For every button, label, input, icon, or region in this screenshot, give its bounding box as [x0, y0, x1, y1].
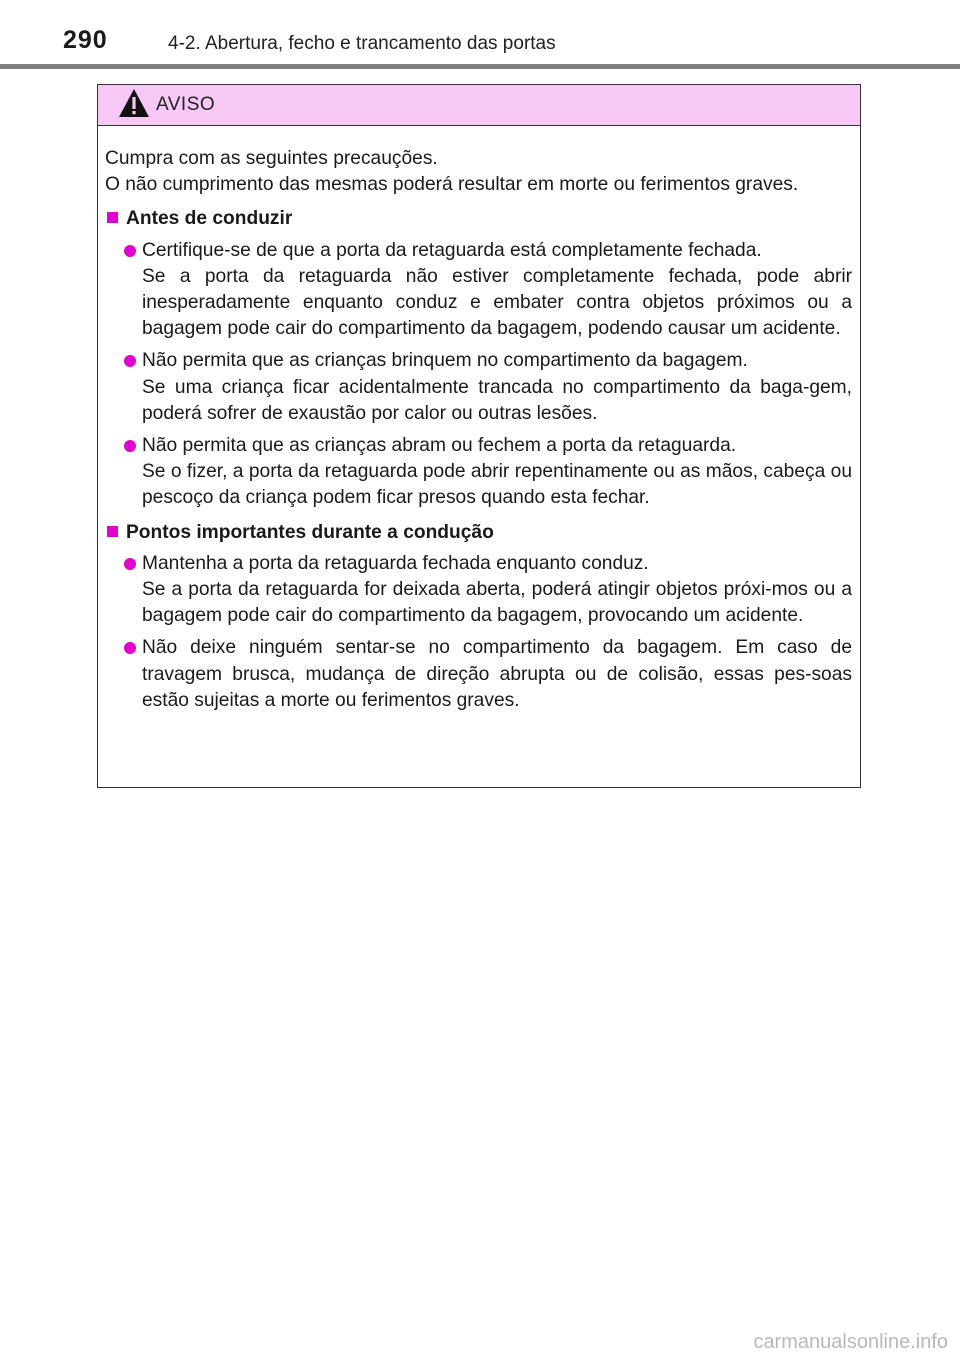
item-line: Se a porta da retaguarda não estiver completamente fechada, pode abrir inesperadamente enquanto conduz e embater contra objetos próximos ou a bagagem pode cair do compartimento da bagagem, podendo causar um acidente. — [142, 265, 852, 340]
list-item — [105, 551, 852, 630]
dot-bullet-icon — [124, 440, 136, 452]
item-line: Mantenha a porta da retaguarda fechada enquanto conduz. — [142, 552, 649, 574]
list-item — [105, 635, 852, 714]
item-line: Não permita que as crianças brinquem no compartimento da bagagem. — [142, 350, 748, 372]
warning-intro — [105, 146, 852, 198]
list-item — [105, 238, 852, 343]
section-heading-label: Pontos importantes durante a condução — [126, 521, 494, 543]
item-line: Se uma criança ficar acidentalmente trancada no compartimento da baga-gem, poderá sofrer de exaustão por calor ou outras lesões. — [142, 376, 852, 424]
warning-box — [97, 84, 861, 788]
item-line: Não deixe ninguém sentar-se no compartimento da bagagem. Em caso de travagem brusca, mudança de direção abrupta ou de colisão, essas pes-soas estão sujeitas a morte ou ferimentos graves. — [142, 637, 852, 711]
page-number: 290 — [63, 26, 108, 54]
warning-header — [98, 85, 860, 126]
item-line: Se a porta da retaguarda for deixada aberta, poderá atingir objetos próxi-mos ou a bagagem pode cair do compartimento da bagagem, provocando um acidente. — [142, 579, 852, 627]
square-bullet-icon — [107, 212, 118, 223]
dot-bullet-icon — [124, 642, 136, 654]
warning-body — [98, 126, 860, 714]
square-bullet-icon — [107, 526, 118, 537]
item-line: Não permita que as crianças abram ou fechem a porta da retaguarda. — [142, 435, 737, 457]
list-item — [105, 348, 852, 427]
dot-bullet-icon — [124, 558, 136, 570]
watermark: carmanualsonline.info — [753, 1331, 948, 1353]
section-heading-before-driving — [105, 206, 852, 232]
intro-line-1: Cumpra com as seguintes precauções. — [105, 148, 438, 169]
warning-triangle-icon — [118, 88, 150, 118]
item-line: Certifique-se de que a porta da retaguarda está completamente fechada. — [142, 239, 762, 261]
intro-line-2: O não cumprimento das mesmas poderá resultar em morte ou ferimentos graves. — [105, 174, 799, 196]
item-line: Se o fizer, a porta da retaguarda pode abrir repentinamente ou as mãos, cabeça ou pescoço da criança podem ficar presos quando esta fechar. — [142, 461, 852, 509]
section-heading-label: Antes de conduzir — [126, 208, 293, 230]
dot-bullet-icon — [124, 245, 136, 257]
list-item — [105, 433, 852, 512]
warning-title: AVISO — [156, 94, 216, 115]
section-heading-while-driving — [105, 520, 852, 546]
header-divider — [0, 64, 960, 69]
dot-bullet-icon — [124, 355, 136, 367]
chapter-title: 4-2. Abertura, fecho e trancamento das portas — [168, 33, 556, 54]
